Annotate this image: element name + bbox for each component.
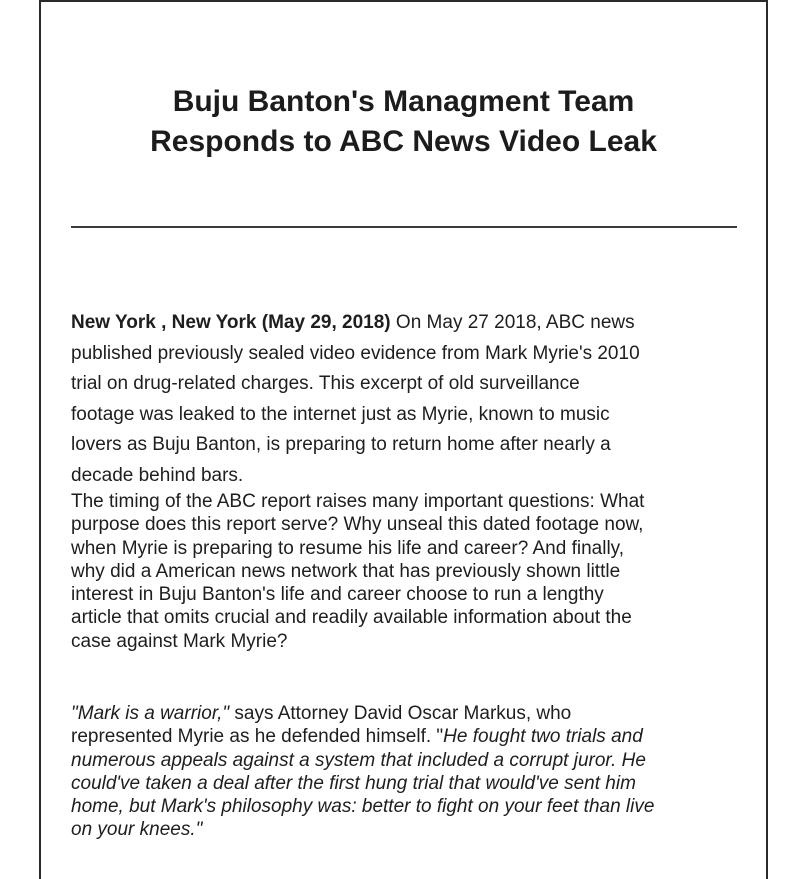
lead-line-2: published previously sealed video evidence from Mark Myrie's 2010 [71, 342, 640, 364]
headline-line-1: Buju Banton's Managment Team [172, 85, 635, 118]
quote-line-1 [71, 702, 741, 725]
lead-text: On May 27 2018, ABC news [390, 312, 635, 333]
quote-italic: "Mark is a warrior," [71, 703, 230, 724]
paragraph-line: case against Mark Myrie? [71, 630, 288, 652]
quote-line [71, 749, 741, 772]
quote-line-2 [71, 725, 741, 748]
dateline: New York , New York (May 29, 2018) [71, 312, 391, 333]
press-release-headline [39, 82, 768, 162]
quote-italic: He fought two trials and [443, 726, 643, 748]
quote-italic: home, but Mark's philosophy was: better to fight on your feet than live [71, 796, 655, 818]
lead-line-6: decade behind bars. [71, 464, 244, 486]
lead-line-5: lovers as Buju Banton, is preparing to return home after nearly a [71, 434, 611, 455]
paragraph-line: when Myrie is preparing to resume his life and career? And finally, [71, 537, 625, 559]
quote-italic: numerous appeals against a system that included a corrupt juror. He [71, 749, 646, 771]
quote-italic: could've taken a deal after the first hung trial that would've sent him [71, 772, 636, 794]
paragraph-line: why did a American news network that has previously shown little [71, 560, 621, 582]
quote-attribution: says Attorney David Oscar Markus, who [229, 703, 572, 724]
quote-line [71, 772, 741, 795]
quote-line [71, 795, 741, 818]
paragraph-line: The timing of the ABC report raises many important questions: What [71, 491, 645, 512]
attorney-quote-paragraph [71, 702, 741, 842]
paragraph-line: article that omits crucial and readily available information about the [71, 607, 632, 629]
lead-paragraph [71, 308, 741, 491]
paragraph-line: interest in Buju Banton's life and career choose to run a lengthy [71, 584, 604, 606]
quote-line [71, 818, 741, 841]
headline-divider [71, 226, 737, 228]
questions-paragraph [71, 490, 741, 653]
lead-line-1 [71, 308, 741, 339]
quote-attribution-cont: represented Myrie as he defended himself. " [71, 726, 444, 748]
lead-line-4: footage was leaked to the internet just as Myrie, known to music [71, 403, 610, 425]
quote-italic: on your knees." [71, 819, 203, 841]
lead-line-3: trial on drug-related charges. This excerpt of old surveillance [71, 373, 580, 394]
headline-line-2: Responds to ABC News Video Leak [150, 125, 657, 158]
paragraph-line: purpose does this report serve? Why unseal this dated footage now, [71, 514, 644, 536]
